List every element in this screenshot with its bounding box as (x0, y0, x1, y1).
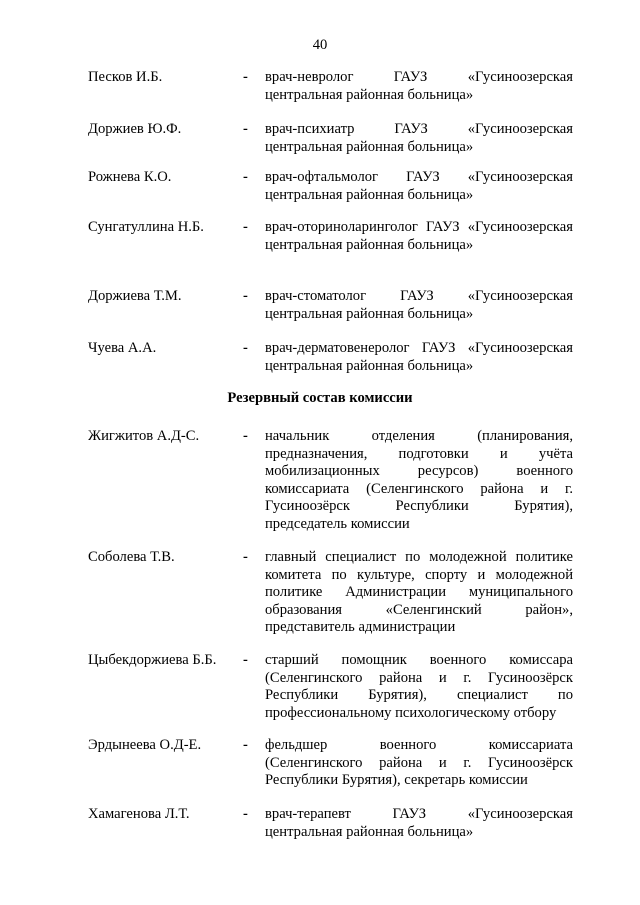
dash: - (243, 169, 248, 185)
member-name: Песков И.Б. (88, 69, 163, 85)
dash: - (243, 652, 248, 668)
dash: - (243, 737, 248, 753)
member-role: фельдшер военного комиссариата (Селенгинского района и г. Гусиноозёрск Республики Бурятия), секретарь комиссии (265, 737, 573, 788)
member-name: Соболева Т.В. (88, 549, 175, 565)
member-name: Рожнева К.О. (88, 169, 172, 185)
member-name: Чуева А.А. (88, 340, 157, 356)
member-name: Цыбекдоржиева Б.Б. (88, 652, 217, 668)
member-role: врач-офтальмолог ГАУЗ «Гусиноозерская центральная районная больница» (265, 169, 573, 203)
dash: - (243, 340, 248, 356)
dash: - (243, 428, 248, 444)
dash: - (243, 219, 248, 235)
page-number: 40 (312, 37, 328, 53)
member-role: врач-стоматолог ГАУЗ «Гусиноозерская центральная районная больница» (265, 288, 573, 322)
dash: - (243, 288, 248, 304)
member-name: Сунгатуллина Н.Б. (88, 219, 204, 235)
member-name: Хамагенова Л.Т. (88, 806, 190, 822)
member-role: врач-терапевт ГАУЗ «Гусиноозерская центральная районная больница» (265, 806, 573, 840)
dash: - (243, 121, 248, 137)
dash: - (243, 69, 248, 85)
member-name: Доржиев Ю.Ф. (88, 121, 182, 137)
member-name: Жигжитов А.Д-С. (88, 428, 200, 444)
member-role: начальник отделения (планирования, предназначения, подготовки и учёта мобилизационных ресурсов) военного комиссариата (Селенгинского района и г. Гусиноозёрск Республики Бурятия), председатель комиссии (265, 428, 573, 532)
member-role: врач-невролог ГАУЗ «Гусиноозерская центральная районная больница» (265, 69, 573, 103)
dash: - (243, 806, 248, 822)
member-role: врач-психиатр ГАУЗ «Гусиноозерская центральная районная больница» (265, 121, 573, 155)
member-role: врач-дерматовенеролог ГАУЗ «Гусиноозерская центральная районная больница» (265, 340, 573, 374)
dash: - (243, 549, 248, 565)
member-name: Эрдынеева О.Д-Е. (88, 737, 202, 753)
member-role: главный специалист по молодежной политике комитета по культуре, спорту и молодежной политике Администрации муниципального образования «Селенгинский район», представитель администрации (265, 549, 573, 635)
reserve-section-title: Резервный состав комиссии (227, 390, 413, 406)
member-role: старший помощник военного комиссара (Селенгинского района и г. Гусиноозёрск Республики Бурятия), специалист по профессиональному психологическому отбору (265, 652, 573, 721)
member-role: врач-оториноларинголог ГАУЗ «Гусиноозерская центральная районная больница» (265, 219, 573, 253)
member-name: Доржиева Т.М. (88, 288, 182, 304)
